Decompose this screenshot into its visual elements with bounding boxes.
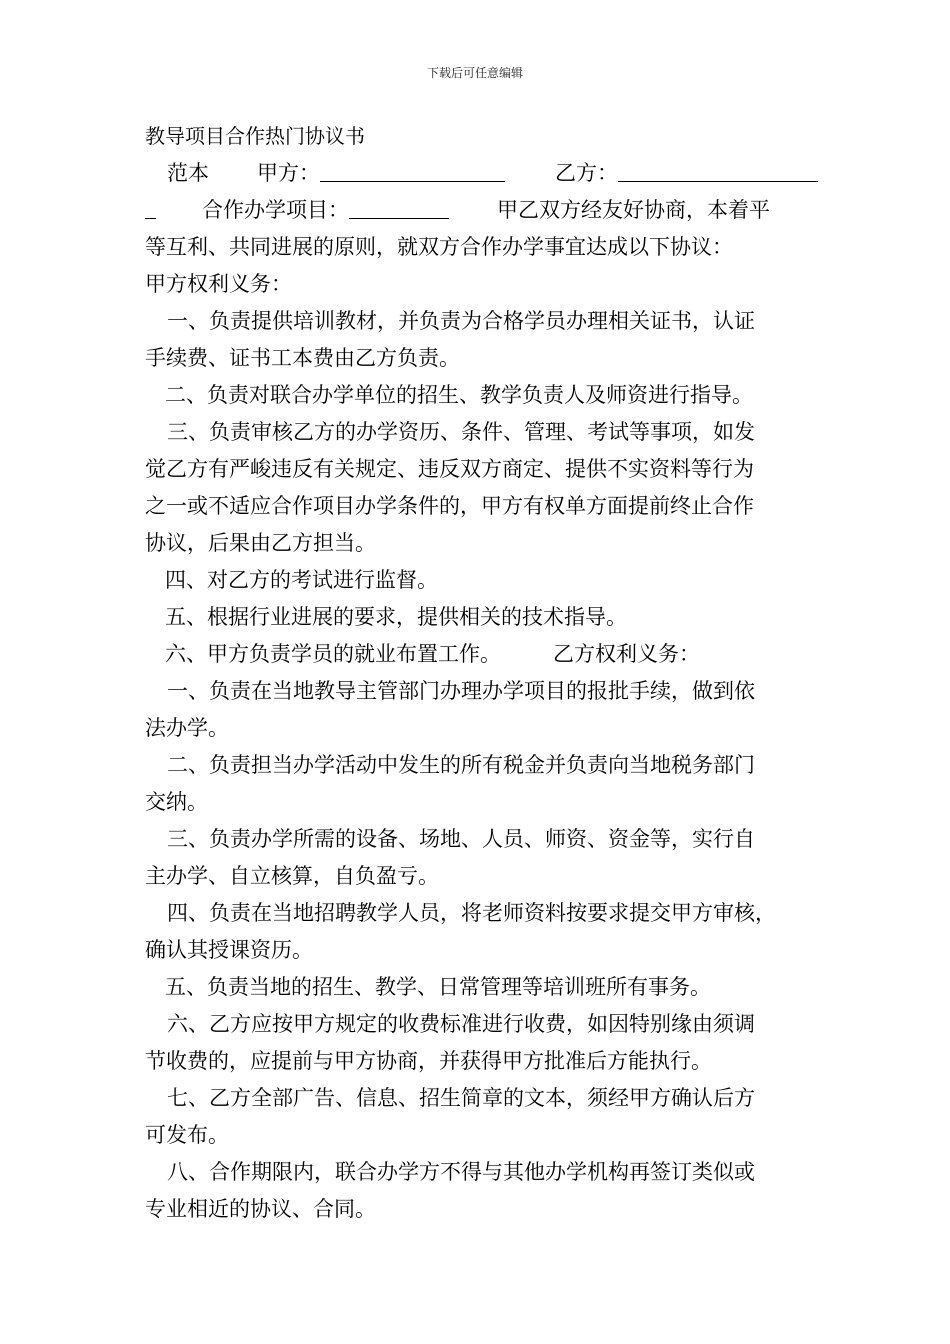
clause-b1-line-1: 一、负责在当地教导主管部门办理办学项目的报批手续，做到依 (167, 679, 755, 703)
clause-a3-line-3: 之一或不适应合作项目办学条件的，甲方有权单方面提前终止合作 (145, 494, 754, 518)
clause-b8-line-1: 八、合作期限内，联合办学方不得与其他办学机构再签订类似或 (167, 1160, 755, 1184)
party-a-blank[interactable] (320, 159, 505, 182)
clause-a1-line-2: 手续费、证书工本费由乙方负责。 (145, 346, 460, 370)
intro-text-1: 甲乙双方经友好协商，本着平 (497, 198, 770, 222)
party-b-heading: 乙方权利义务： (553, 642, 700, 666)
clause-b2-line-1: 二、负责担当办学活动中发生的所有税金并负责向当地税务部门 (167, 753, 755, 777)
clause-a6: 六、甲方负责学员的就业布置工作。 (165, 642, 501, 666)
party-b-blank[interactable] (618, 159, 818, 182)
intro-text-2: 等互利、共同进展的原则，就双方合作办学事宜达成以下协议： (145, 235, 733, 259)
clause-b7-line-2: 可发布。 (145, 1123, 229, 1147)
clause-b6-line-1: 六、乙方应按甲方规定的收费标准进行收费，如因特别缘由须调 (167, 1012, 755, 1036)
clause-b3-line-1: 三、负责办学所需的设备、场地、人员、师资、资金等，实行自 (167, 827, 755, 851)
page-header: 下载后可任意编辑 (426, 66, 523, 80)
clause-b6-line-2: 节收费的，应提前与甲方协商，并获得甲方批准后方能执行。 (145, 1049, 712, 1073)
clause-b2-line-2: 交纳。 (145, 790, 208, 814)
fanben-label: 范本 (167, 161, 209, 185)
project-blank[interactable] (349, 196, 449, 219)
clause-a3-line-2: 觉乙方有严峻违反有关规定、违反双方商定、提供不实资料等行为 (145, 457, 754, 481)
project-label: 合作办学项目： (202, 198, 349, 222)
clause-a3-line-4: 协议，后果由乙方担当。 (145, 531, 376, 555)
clause-a2: 二、负责对联合办学单位的招生、教学负责人及师资进行指导。 (165, 383, 753, 407)
party-b-label: 乙方： (555, 161, 618, 185)
clause-a6-line (145, 636, 810, 673)
document-body (145, 118, 810, 1228)
project-line (145, 192, 810, 229)
clause-b4-line-1: 四、负责在当地招聘教学人员，将老师资料按要求提交甲方审核， (167, 901, 776, 925)
clause-b8-line-2: 专业相近的协议、合同。 (145, 1197, 376, 1221)
clause-b5: 五、负责当地的招生、教学、日常管理等培训班所有事务。 (165, 975, 711, 999)
clause-a1-line-1: 一、负责提供培训教材，并负责为合格学员办理相关证书，认证 (167, 309, 755, 333)
party-a-heading: 甲方权利义务： (145, 272, 292, 296)
clause-b3-line-2: 主办学、自立核算，自负盈亏。 (145, 864, 439, 888)
party-line (145, 155, 810, 192)
clause-a5: 五、根据行业进展的要求，提供相关的技术指导。 (165, 605, 627, 629)
clause-b1-line-2: 法办学。 (145, 716, 229, 740)
party-b-blank-continued[interactable] (145, 196, 156, 219)
clause-a4: 四、对乙方的考试进行监督。 (165, 568, 438, 592)
document-title: 教导项目合作热门协议书 (145, 124, 365, 148)
clause-a3-line-1: 三、负责审核乙方的办学资历、条件、管理、考试等事项，如发 (167, 420, 755, 444)
clause-b4-line-2: 确认其授课资历。 (145, 938, 313, 962)
party-a-label: 甲方： (257, 161, 320, 185)
clause-b7-line-1: 七、乙方全部广告、信息、招生简章的文本，须经甲方确认后方 (167, 1086, 755, 1110)
